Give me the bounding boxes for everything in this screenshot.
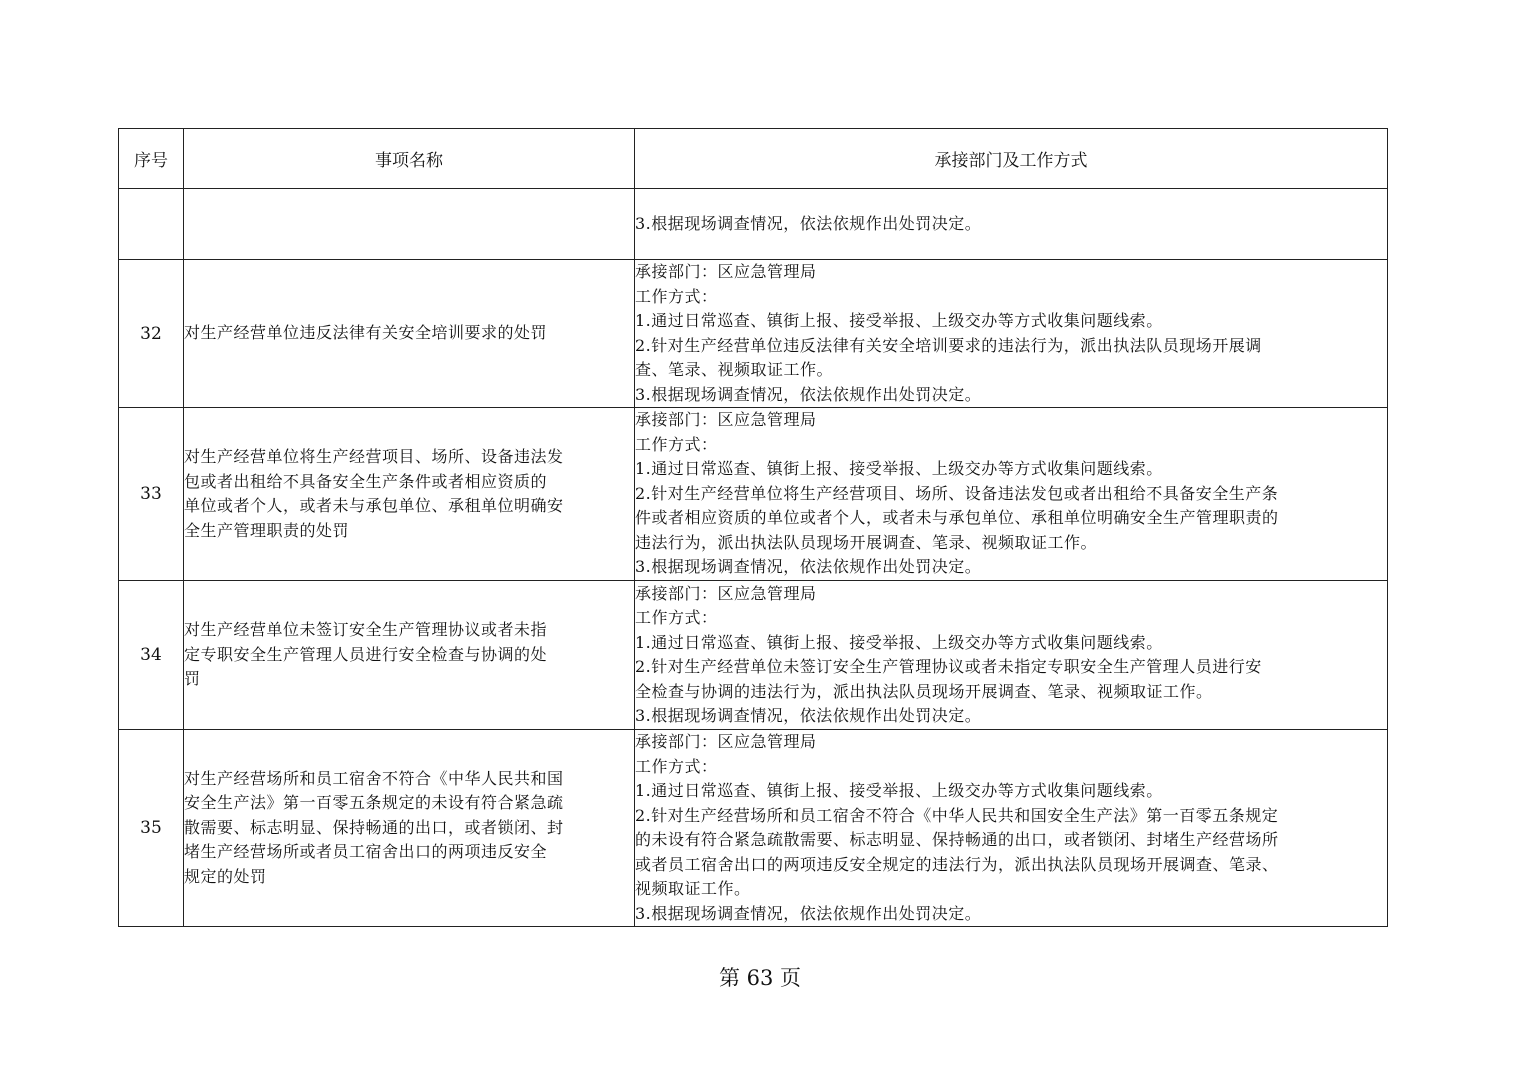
name-line: 包或者出租给不具备安全生产条件或者相应资质的 <box>184 471 548 491</box>
work-line: 的未设有符合紧急疏散需要、标志明显、保持畅通的出口，或者锁闭、封堵生产经营场所 <box>635 830 1279 849</box>
work-line: 承接部门：区应急管理局 <box>635 732 817 751</box>
table-row <box>119 189 1388 260</box>
work-line: 3.根据现场调查情况，依法依规作出处罚决定。 <box>635 706 982 725</box>
header-no: 序号 <box>119 129 184 189</box>
table-row <box>119 581 1388 730</box>
work-line: 1.通过日常巡查、镇街上报、接受举报、上级交办等方式收集问题线索。 <box>635 781 1163 800</box>
work-line: 3.根据现场调查情况，依法依规作出处罚决定。 <box>635 384 982 404</box>
row-name <box>184 189 635 260</box>
name-line: 散需要、标志明显、保持畅通的出口，或者锁闭、封 <box>184 817 564 837</box>
page-number: 第 63 页 <box>718 966 802 990</box>
row-work <box>635 189 1388 260</box>
work-line: 3.根据现场调查情况，依法依规作出处罚决定。 <box>635 903 982 923</box>
work-line: 1.通过日常巡查、镇街上报、接受举报、上级交办等方式收集问题线索。 <box>635 459 1163 479</box>
work-line: 2.针对生产经营单位未签订安全生产管理协议或者未指定专职安全生产管理人员进行安 <box>635 657 1262 676</box>
row-work <box>635 260 1388 408</box>
name-line: 对生产经营场所和员工宿舍不符合《中华人民共和国 <box>184 768 564 788</box>
name-line: 规定的处罚 <box>184 866 267 886</box>
row-no: 32 <box>119 260 184 408</box>
work-line: 全检查与协调的违法行为，派出执法队员现场开展调查、笔录、视频取证工作。 <box>635 681 1213 701</box>
row-work <box>635 730 1388 927</box>
table-row <box>119 260 1388 408</box>
work-line: 承接部门：区应急管理局 <box>635 262 817 281</box>
table-row <box>119 730 1388 927</box>
work-line: 工作方式： <box>635 756 718 776</box>
row-work <box>635 581 1388 730</box>
row-no: 35 <box>119 730 184 927</box>
name-line: 对生产经营单位违反法律有关安全培训要求的处罚 <box>184 323 548 343</box>
work-line: 2.针对生产经营单位将生产经营项目、场所、设备违法发包或者出租给不具备安全生产条 <box>635 483 1279 503</box>
name-line: 堵生产经营场所或者员工宿舍出口的两项违反安全 <box>184 842 548 862</box>
name-line: 罚 <box>184 669 201 689</box>
work-line: 承接部门：区应急管理局 <box>635 583 817 603</box>
name-line: 对生产经营单位未签订安全生产管理协议或者未指 <box>184 620 548 640</box>
name-line: 定专职安全生产管理人员进行安全检查与协调的处 <box>184 644 548 664</box>
header-work: 承接部门及工作方式 <box>635 129 1388 189</box>
work-line: 2.针对生产经营场所和员工宿舍不符合《中华人民共和国安全生产法》第一百零五条规定 <box>635 805 1279 825</box>
work-line: 违法行为，派出执法队员现场开展调查、笔录、视频取证工作。 <box>635 532 1098 552</box>
work-line: 或者员工宿舍出口的两项违反安全规定的违法行为，派出执法队员现场开展调查、笔录、 <box>635 854 1279 874</box>
name-line: 单位或者个人，或者未与承包单位、承租单位明确安 <box>184 496 564 515</box>
row-name <box>184 581 635 730</box>
work-line: 工作方式： <box>635 434 718 454</box>
work-line: 1.通过日常巡查、镇街上报、接受举报、上级交办等方式收集问题线索。 <box>635 632 1163 652</box>
row-work <box>635 408 1388 581</box>
table-header-row <box>119 129 1388 189</box>
table-row <box>119 408 1388 581</box>
row-no: 33 <box>119 408 184 581</box>
row-no: 34 <box>119 581 184 730</box>
work-line: 工作方式： <box>635 286 718 306</box>
header-name: 事项名称 <box>184 129 635 189</box>
name-line: 对生产经营单位将生产经营项目、场所、设备违法发 <box>184 447 564 466</box>
work-line: 2.针对生产经营单位违反法律有关安全培训要求的违法行为，派出执法队员现场开展调 <box>635 335 1262 355</box>
row-name <box>184 408 635 581</box>
items-table <box>118 128 1388 927</box>
work-line: 3.根据现场调查情况，依法依规作出处罚决定。 <box>635 557 982 577</box>
work-line: 工作方式： <box>635 608 718 627</box>
work-line: 查、笔录、视频取证工作。 <box>635 360 834 379</box>
work-line: 1.通过日常巡查、镇街上报、接受举报、上级交办等方式收集问题线索。 <box>635 311 1163 330</box>
row-name <box>184 730 635 927</box>
name-line: 安全生产法》第一百零五条规定的未设有符合紧急疏 <box>184 793 564 813</box>
work-line: 视频取证工作。 <box>635 879 751 898</box>
row-no <box>119 189 184 260</box>
work-line: 3.根据现场调查情况，依法依规作出处罚决定。 <box>635 213 982 233</box>
row-name <box>184 260 635 408</box>
work-line: 件或者相应资质的单位或者个人，或者未与承包单位、承租单位明确安全生产管理职责的 <box>635 508 1279 528</box>
work-line: 承接部门：区应急管理局 <box>635 410 817 430</box>
name-line: 全生产管理职责的处罚 <box>184 520 350 540</box>
